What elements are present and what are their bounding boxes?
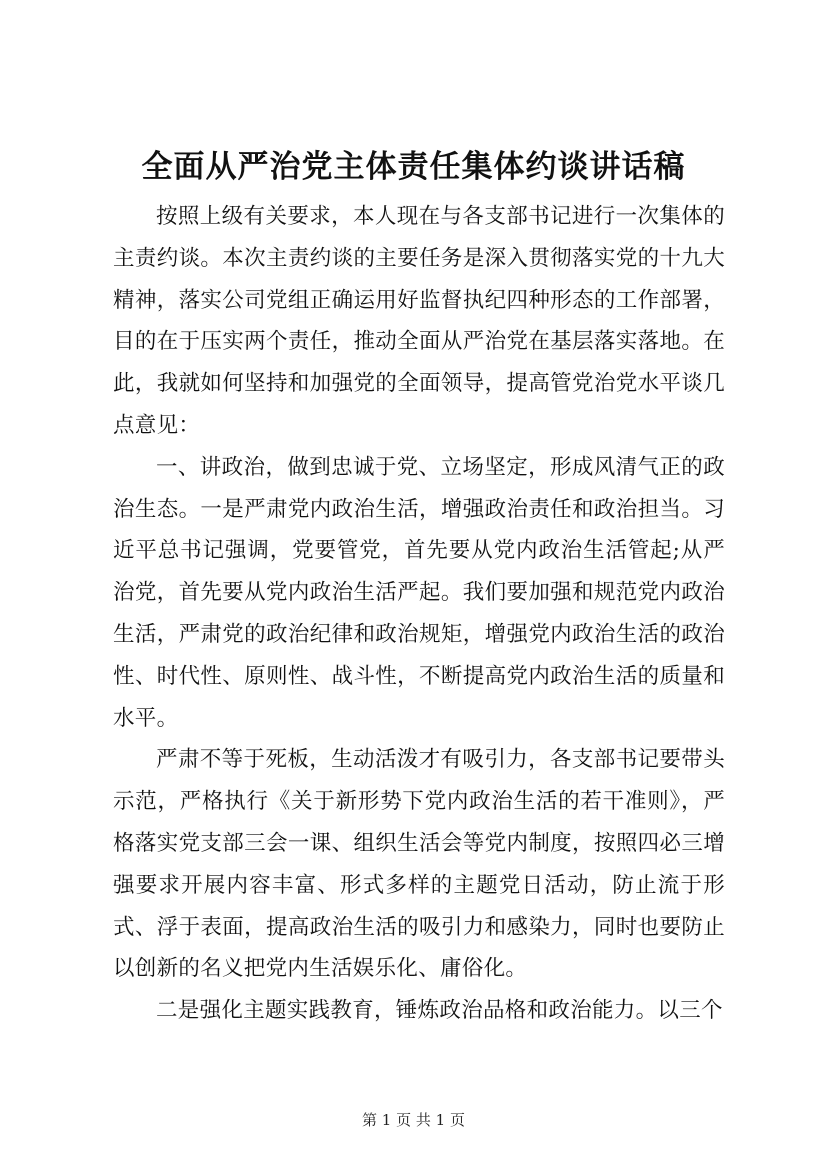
document-title: 全面从严治党主体责任集体约谈讲话稿	[141, 149, 686, 185]
page-footer: 第 1 页 共 1 页	[362, 1111, 465, 1129]
paragraph-politics: 一、讲政治，做到忠诚于党、立场坚定，形成风清气正的政治生态。一是严肃党内政治生活，增强政治责任和政治担当。习近平总书记强调，党要管党，首先要从党内政治生活管起;从严治党，首先要从党内政治生活严起。我们要加强和规范党内政治生活，严肃党的政治纪律和政治规矩，增强党内政治生活的政治性、时代性、原则性、战斗性，不断提高党内政治生活的质量和水平。	[113, 454, 725, 731]
paragraph-intro: 按照上级有关要求，本人现在与各支部书记进行一次集体的主责约谈。本次主责约谈的主要任务是深入贯彻落实党的十九大精神，落实公司党组正确运用好监督执纪四种形态的工作部署，目的在于压实两个责任，推动全面从严治党在基层落实落地。在此，我就如何坚持和加强党的全面领导，提高管党治党水平谈几点意见：	[113, 204, 725, 438]
paragraph-strict-not-rigid: 严肃不等于死板，生动活泼才有吸引力，各支部书记要带头示范，严格执行《关于新形势下党内政治生活的若干准则》，严格落实党支部三会一课、组织生活会等党内制度，按照四必三增强要求开展内容丰富、形式多样的主题党日活动，防止流于形式、浮于表面，提高政治生活的吸引力和感染力，同时也要防止以创新的名义把党内生活娱乐化、庸俗化。	[113, 747, 725, 982]
paragraph-theme-practice: 二是强化主题实践教育，锤炼政治品格和政治能力。以三个	[156, 998, 723, 1024]
document-body	[113, 196, 725, 1032]
